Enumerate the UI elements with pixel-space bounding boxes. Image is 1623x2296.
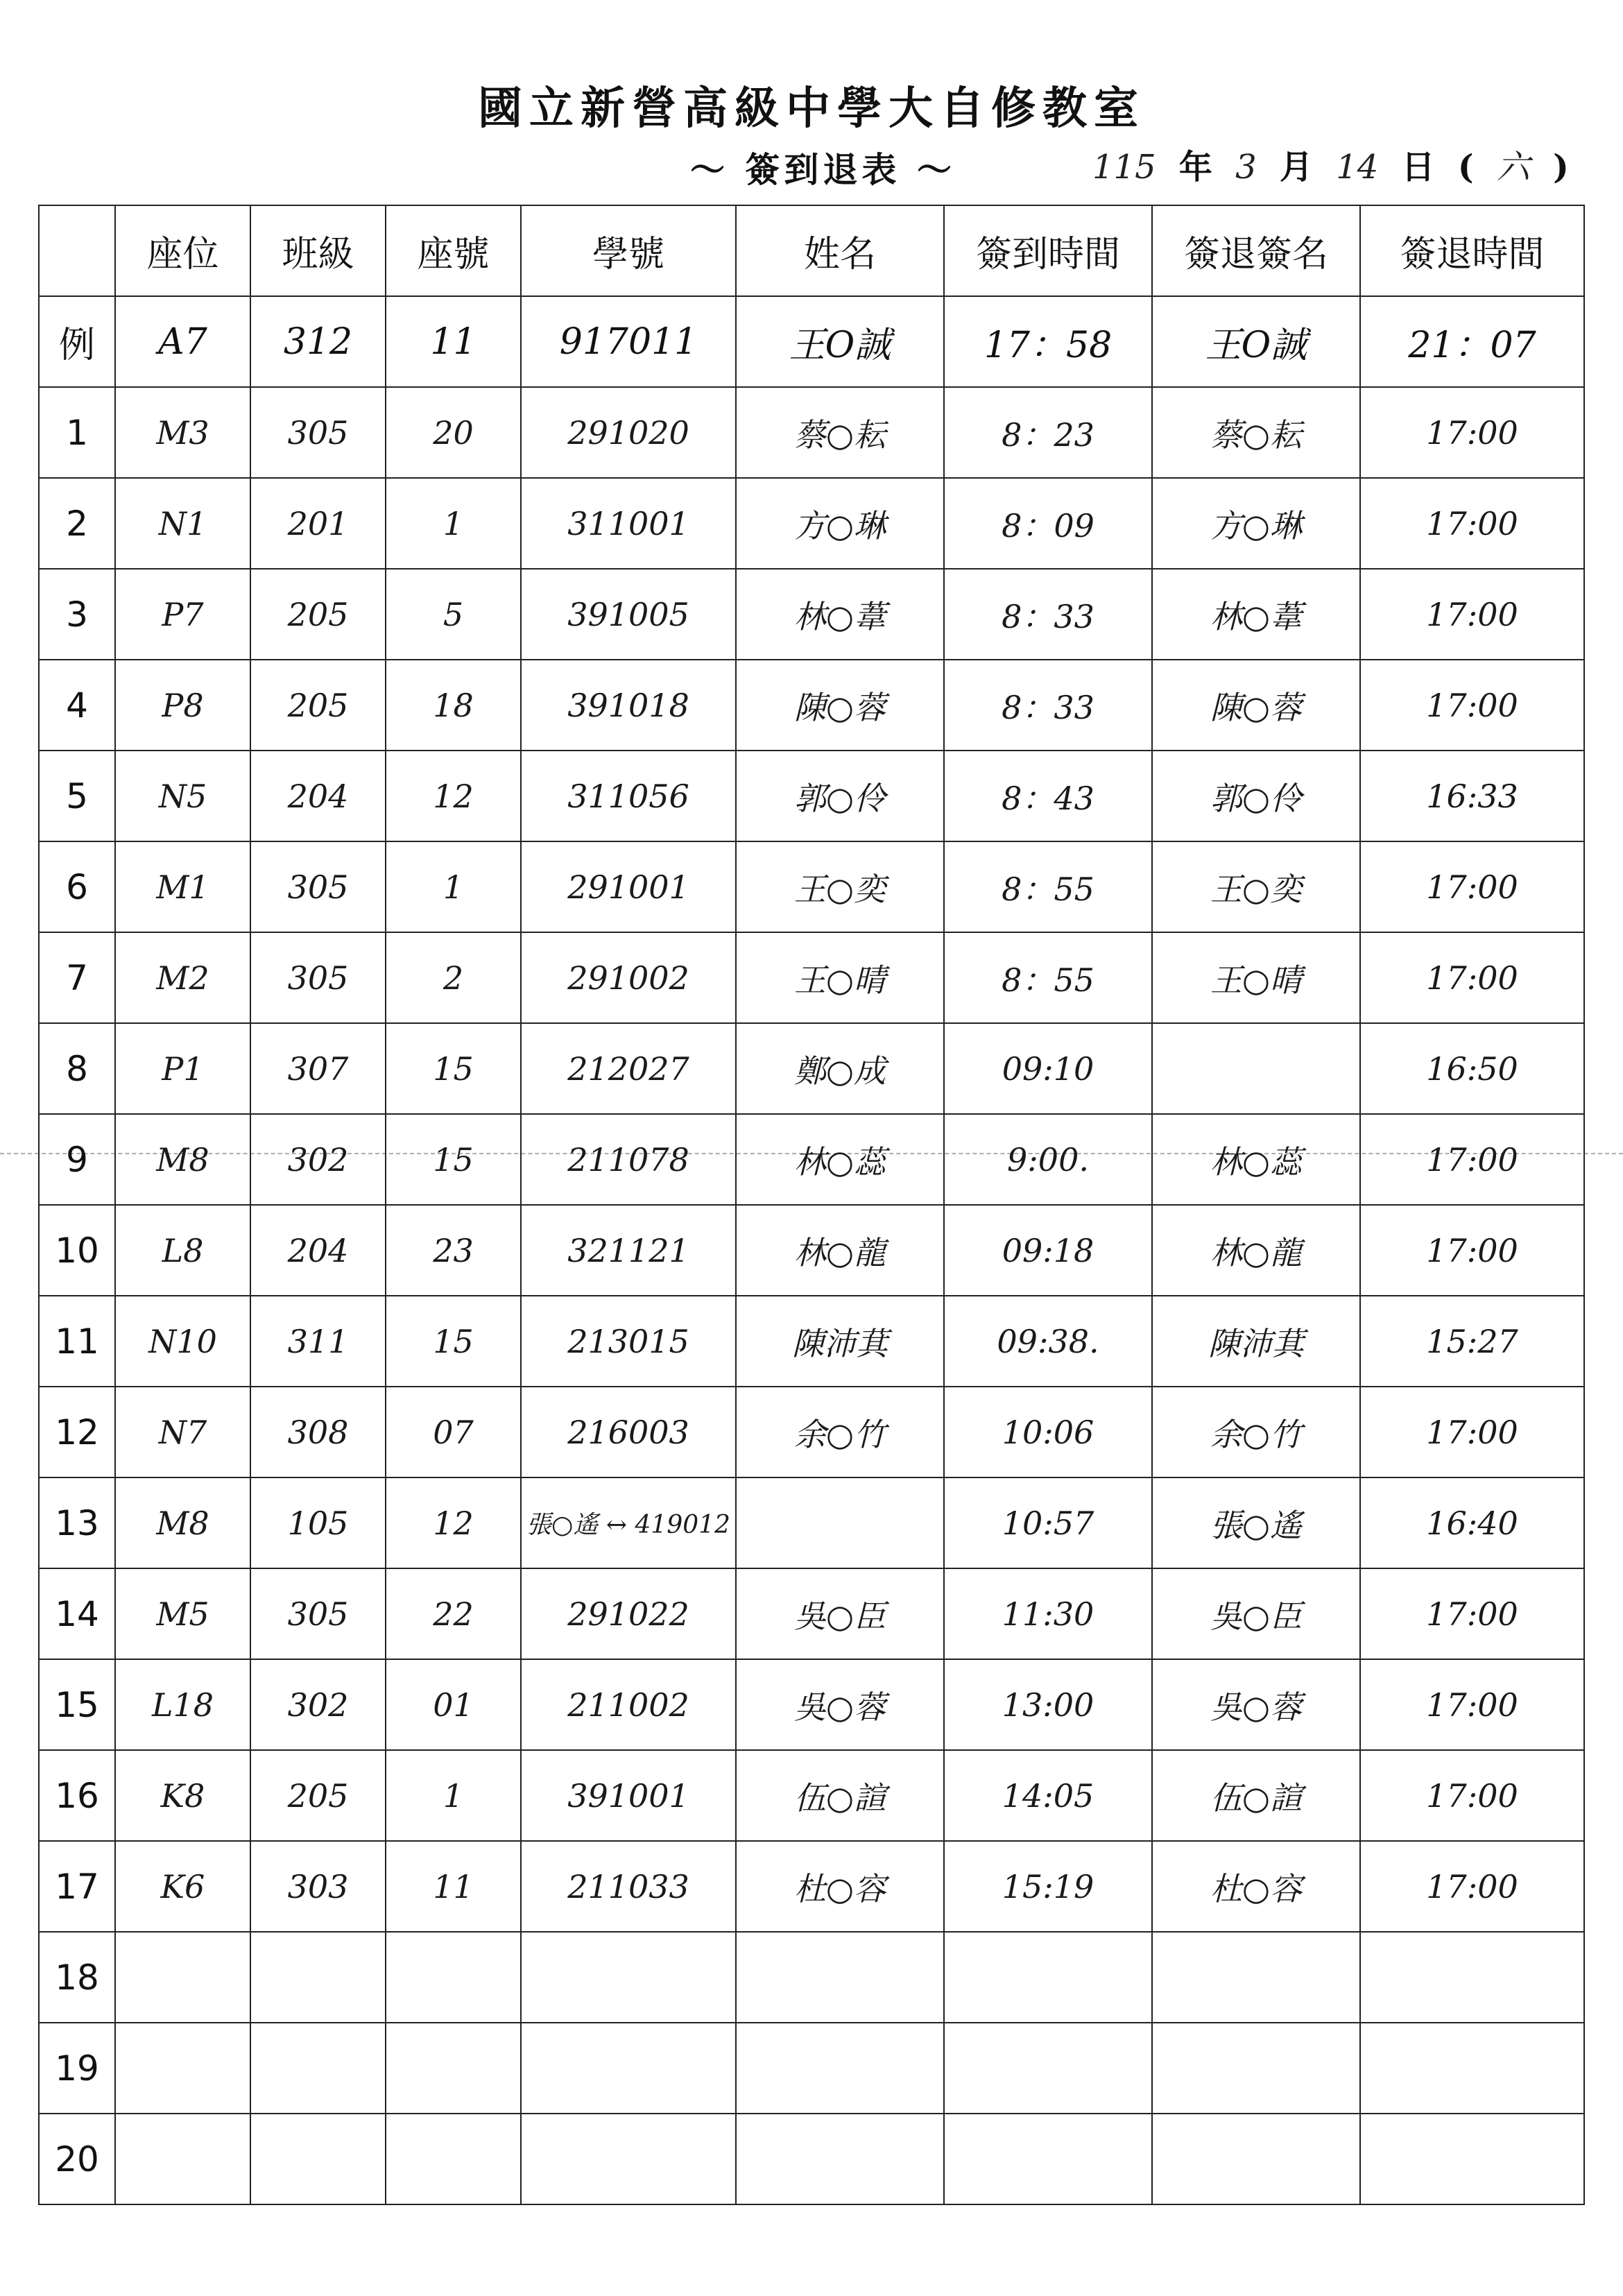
name-cell[interactable]: 方○琳 [736, 478, 944, 569]
class-cell[interactable] [250, 2114, 386, 2204]
sign-in-table [38, 205, 1585, 2205]
col-checkout-signature-header: 簽退簽名 [1152, 205, 1360, 296]
name-cell[interactable]: 林○龍 [736, 1205, 944, 1296]
checkout-signature-cell[interactable]: 林○蕊 [1152, 1114, 1360, 1205]
table-row [39, 387, 1584, 478]
seat-cell[interactable]: P1 [115, 1023, 250, 1114]
name-cell[interactable]: 林○葦 [736, 569, 944, 660]
table-row [39, 1568, 1584, 1659]
seat-cell[interactable]: K8 [115, 1750, 250, 1841]
seat-cell[interactable] [115, 2114, 250, 2204]
table-row [39, 1659, 1584, 1750]
checkout-time-cell[interactable]: 17:00 [1360, 1568, 1584, 1659]
header-row [39, 205, 1584, 296]
checkout-time-cell[interactable]: 17:00 [1360, 1114, 1584, 1205]
checkin-time-cell[interactable]: 8：23 [944, 387, 1152, 478]
class-cell[interactable]: 204 [250, 751, 386, 841]
row-number: 14 [39, 1568, 115, 1659]
checkin-time-cell[interactable]: 11:30 [944, 1568, 1152, 1659]
checkout-time-cell[interactable]: 17:00 [1360, 660, 1584, 751]
example-name-cell: 王O誠 [736, 296, 944, 387]
example-class-cell: 312 [250, 296, 386, 387]
year-unit: 年 [1178, 148, 1212, 187]
table-row [39, 1932, 1584, 2023]
checkin-time-cell[interactable]: 8：43 [944, 751, 1152, 841]
checkout-time-cell[interactable] [1360, 2023, 1584, 2114]
row-number: 2 [39, 478, 115, 569]
seat-cell[interactable]: N1 [115, 478, 250, 569]
row-number: 7 [39, 932, 115, 1023]
form-subtitle: ～ 簽到退表 ～ [690, 149, 956, 190]
checkin-time-cell[interactable] [944, 2114, 1152, 2204]
checkout-signature-cell[interactable]: 杜○容 [1152, 1841, 1360, 1932]
table-row [39, 1387, 1584, 1477]
student-id-cell[interactable] [521, 1932, 736, 2023]
table-row [39, 932, 1584, 1023]
checkout-signature-cell[interactable] [1152, 2114, 1360, 2204]
checkout-signature-cell[interactable]: 王○晴 [1152, 932, 1360, 1023]
name-cell[interactable]: 余○竹 [736, 1387, 944, 1477]
class-cell[interactable]: 305 [250, 387, 386, 478]
seat-number-cell[interactable]: 01 [386, 1659, 521, 1750]
form-title: 國立新營高級中學大自修教室 [478, 83, 1145, 135]
name-cell[interactable] [736, 1932, 944, 2023]
row-number: 16 [39, 1750, 115, 1841]
checkout-signature-cell[interactable]: 伍○諠 [1152, 1750, 1360, 1841]
table-row [39, 1477, 1584, 1568]
checkout-time-cell[interactable]: 16:50 [1360, 1023, 1584, 1114]
seat-cell[interactable]: M5 [115, 1568, 250, 1659]
seat-number-cell[interactable]: 20 [386, 387, 521, 478]
checkout-time-cell[interactable]: 16:40 [1360, 1477, 1584, 1568]
seat-number-cell[interactable]: 15 [386, 1296, 521, 1387]
checkout-time-cell[interactable]: 17:00 [1360, 1841, 1584, 1932]
seat-cell[interactable]: M3 [115, 387, 250, 478]
checkout-signature-cell[interactable]: 陳沛萁 [1152, 1296, 1360, 1387]
student-id-cell[interactable]: 216003 [521, 1387, 736, 1477]
class-cell[interactable]: 205 [250, 1750, 386, 1841]
name-cell[interactable]: 陳沛萁 [736, 1296, 944, 1387]
class-cell[interactable]: 305 [250, 1568, 386, 1659]
col-checkin-time-header: 簽到時間 [944, 205, 1152, 296]
class-cell[interactable]: 307 [250, 1023, 386, 1114]
table-row [39, 841, 1584, 932]
class-cell[interactable]: 302 [250, 1114, 386, 1205]
checkout-time-cell[interactable]: 17:00 [1360, 1659, 1584, 1750]
class-cell[interactable]: 204 [250, 1205, 386, 1296]
table-row [39, 1296, 1584, 1387]
name-cell[interactable]: 吳○蓉 [736, 1659, 944, 1750]
name-cell[interactable]: 吳○臣 [736, 1568, 944, 1659]
checkin-time-cell[interactable] [944, 1932, 1152, 2023]
seat-cell[interactable]: P8 [115, 660, 250, 751]
name-cell[interactable]: 王○奕 [736, 841, 944, 932]
name-cell[interactable]: 陳○蓉 [736, 660, 944, 751]
seat-number-cell[interactable]: 2 [386, 932, 521, 1023]
example-checkout-time-cell: 21：07 [1360, 296, 1584, 387]
checkout-time-cell[interactable]: 16:33 [1360, 751, 1584, 841]
row-number: 1 [39, 387, 115, 478]
checkin-time-cell[interactable]: 09:38. [944, 1296, 1152, 1387]
checkout-time-cell[interactable]: 15:27 [1360, 1296, 1584, 1387]
seat-number-cell[interactable]: 23 [386, 1205, 521, 1296]
row-number: 20 [39, 2114, 115, 2204]
table-row [39, 2114, 1584, 2204]
class-cell[interactable]: 311 [250, 1296, 386, 1387]
checkin-time-cell[interactable]: 8：09 [944, 478, 1152, 569]
student-id-cell[interactable]: 311056 [521, 751, 736, 841]
seat-cell[interactable]: M8 [115, 1114, 250, 1205]
student-id-cell[interactable]: 211002 [521, 1659, 736, 1750]
name-cell[interactable]: 鄭○成 [736, 1023, 944, 1114]
checkin-time-cell[interactable]: 13:00 [944, 1659, 1152, 1750]
checkin-time-cell[interactable]: 8：33 [944, 569, 1152, 660]
checkout-signature-cell[interactable]: 林○葦 [1152, 569, 1360, 660]
row-number: 11 [39, 1296, 115, 1387]
table-row [39, 1841, 1584, 1932]
row-number: 15 [39, 1659, 115, 1750]
checkout-signature-cell[interactable]: 蔡○耘 [1152, 387, 1360, 478]
example-checkin-time-cell: 17：58 [944, 296, 1152, 387]
student-id-cell[interactable]: 291001 [521, 841, 736, 932]
row-number: 10 [39, 1205, 115, 1296]
student-id-cell[interactable]: 391018 [521, 660, 736, 751]
example-student-id-cell: 917011 [521, 296, 736, 387]
example-checkout-signature-cell: 王O誠 [1152, 296, 1360, 387]
seat-cell[interactable]: L18 [115, 1659, 250, 1750]
checkout-signature-cell[interactable]: 吳○蓉 [1152, 1659, 1360, 1750]
checkout-time-cell[interactable]: 17:00 [1360, 1205, 1584, 1296]
col-class-header: 班級 [250, 205, 386, 296]
table-row [39, 660, 1584, 751]
row-number: 8 [39, 1023, 115, 1114]
seat-cell[interactable]: M2 [115, 932, 250, 1023]
checkout-signature-cell[interactable]: 林○龍 [1152, 1205, 1360, 1296]
checkout-time-cell[interactable]: 17:00 [1360, 569, 1584, 660]
seat-number-cell[interactable] [386, 2114, 521, 2204]
row-number: 18 [39, 1932, 115, 2023]
col-number-header: 座號 [386, 205, 521, 296]
class-cell[interactable]: 105 [250, 1477, 386, 1568]
student-id-cell[interactable]: 212027 [521, 1023, 736, 1114]
seat-number-cell[interactable]: 1 [386, 841, 521, 932]
checkout-time-cell[interactable]: 17:00 [1360, 1750, 1584, 1841]
checkout-time-cell[interactable] [1360, 2114, 1584, 2204]
checkin-time-cell[interactable]: 14:05 [944, 1750, 1152, 1841]
checkin-time-cell[interactable]: 09:10 [944, 1023, 1152, 1114]
checkout-signature-cell[interactable]: 陳○蓉 [1152, 660, 1360, 751]
weekday-close: ) [1553, 148, 1569, 187]
student-id-cell[interactable] [521, 2114, 736, 2204]
checkout-time-cell[interactable]: 17:00 [1360, 387, 1584, 478]
example-row [39, 296, 1584, 387]
student-id-cell[interactable]: 213015 [521, 1296, 736, 1387]
student-id-cell[interactable]: 291020 [521, 387, 736, 478]
seat-number-cell[interactable]: 07 [386, 1387, 521, 1477]
checkin-time-cell[interactable]: 8：55 [944, 841, 1152, 932]
seat-cell[interactable] [115, 2023, 250, 2114]
row-number: 17 [39, 1841, 115, 1932]
name-cell[interactable] [736, 2114, 944, 2204]
checkout-time-cell[interactable] [1360, 1932, 1584, 2023]
seat-cell[interactable]: N10 [115, 1296, 250, 1387]
row-number: 6 [39, 841, 115, 932]
checkin-time-cell[interactable]: 15:19 [944, 1841, 1152, 1932]
month-value: 3 [1235, 148, 1257, 187]
seat-cell[interactable]: L8 [115, 1205, 250, 1296]
seat-number-cell[interactable] [386, 1932, 521, 2023]
class-cell[interactable]: 205 [250, 660, 386, 751]
checkout-signature-cell[interactable]: 郭○伶 [1152, 751, 1360, 841]
student-id-cell[interactable]: 211078 [521, 1114, 736, 1205]
student-id-cell[interactable]: 291022 [521, 1568, 736, 1659]
col-index-header [39, 205, 115, 296]
checkout-signature-cell[interactable] [1152, 1023, 1360, 1114]
row-number: 4 [39, 660, 115, 751]
class-cell[interactable]: 205 [250, 569, 386, 660]
name-cell[interactable] [736, 1477, 944, 1568]
table-row [39, 569, 1584, 660]
row-number: 13 [39, 1477, 115, 1568]
student-id-cell[interactable] [521, 2023, 736, 2114]
checkout-signature-cell[interactable] [1152, 1932, 1360, 2023]
seat-number-cell[interactable]: 12 [386, 751, 521, 841]
seat-cell[interactable]: K6 [115, 1841, 250, 1932]
seat-cell[interactable]: M8 [115, 1477, 250, 1568]
col-student-id-header: 學號 [521, 205, 736, 296]
col-checkout-time-header: 簽退時間 [1360, 205, 1584, 296]
student-id-cell[interactable]: 391001 [521, 1750, 736, 1841]
seat-cell[interactable] [115, 1932, 250, 2023]
col-name-header: 姓名 [736, 205, 944, 296]
year-value: 115 [1092, 148, 1156, 187]
student-id-cell[interactable]: 291002 [521, 932, 736, 1023]
table-row [39, 751, 1584, 841]
seat-number-cell[interactable]: 15 [386, 1114, 521, 1205]
class-cell[interactable]: 201 [250, 478, 386, 569]
seat-cell[interactable]: N7 [115, 1387, 250, 1477]
name-cell[interactable]: 王○晴 [736, 932, 944, 1023]
class-cell[interactable]: 302 [250, 1659, 386, 1750]
name-cell[interactable]: 郭○伶 [736, 751, 944, 841]
name-cell[interactable] [736, 2023, 944, 2114]
checkin-time-cell[interactable]: 8：55 [944, 932, 1152, 1023]
seat-number-cell[interactable] [386, 2023, 521, 2114]
seat-cell[interactable]: M1 [115, 841, 250, 932]
student-id-cell[interactable]: 311001 [521, 478, 736, 569]
checkout-time-cell[interactable]: 17:00 [1360, 932, 1584, 1023]
seat-number-cell[interactable]: 12 [386, 1477, 521, 1568]
student-id-cell[interactable]: 張○遙 ↔ 419012 [521, 1477, 736, 1568]
seat-cell[interactable]: N5 [115, 751, 250, 841]
class-cell[interactable]: 305 [250, 841, 386, 932]
table-row [39, 1023, 1584, 1114]
row-number: 5 [39, 751, 115, 841]
name-cell[interactable]: 林○蕊 [736, 1114, 944, 1205]
seat-number-cell[interactable]: 1 [386, 1750, 521, 1841]
checkin-time-cell[interactable] [944, 2023, 1152, 2114]
class-cell[interactable] [250, 1932, 386, 2023]
date-line [1092, 140, 1581, 188]
checkout-signature-cell[interactable]: 方○琳 [1152, 478, 1360, 569]
name-cell[interactable]: 杜○容 [736, 1841, 944, 1932]
class-cell[interactable] [250, 2023, 386, 2114]
day-unit: 日 [1401, 148, 1435, 187]
student-id-cell[interactable]: 321121 [521, 1205, 736, 1296]
seat-cell[interactable]: P7 [115, 569, 250, 660]
checkin-time-cell[interactable]: 10:06 [944, 1387, 1152, 1477]
row-number: 12 [39, 1387, 115, 1477]
example-seat-number-cell: 11 [386, 296, 521, 387]
checkout-signature-cell[interactable] [1152, 2023, 1360, 2114]
checkout-time-cell[interactable]: 17:00 [1360, 1387, 1584, 1477]
row-number: 19 [39, 2023, 115, 2114]
table-row [39, 1205, 1584, 1296]
day-value: 14 [1336, 148, 1379, 187]
class-cell[interactable]: 303 [250, 1841, 386, 1932]
checkout-signature-cell[interactable]: 張○遙 [1152, 1477, 1360, 1568]
name-cell[interactable]: 蔡○耘 [736, 387, 944, 478]
example-seat-cell: A7 [115, 296, 250, 387]
weekday-value: 六 [1496, 148, 1530, 187]
name-cell[interactable]: 伍○諠 [736, 1750, 944, 1841]
seat-number-cell[interactable]: 22 [386, 1568, 521, 1659]
weekday-open: ( [1457, 148, 1474, 187]
col-seat-header: 座位 [115, 205, 250, 296]
checkout-signature-cell[interactable]: 余○竹 [1152, 1387, 1360, 1477]
month-unit: 月 [1279, 148, 1313, 187]
seat-number-cell[interactable]: 1 [386, 478, 521, 569]
row-number: 9 [39, 1114, 115, 1205]
row-number: 3 [39, 569, 115, 660]
checkin-time-cell[interactable]: 09:18 [944, 1205, 1152, 1296]
table-row [39, 1750, 1584, 1841]
checkin-time-cell[interactable]: 8：33 [944, 660, 1152, 751]
table-row [39, 2023, 1584, 2114]
checkout-signature-cell[interactable]: 王○奕 [1152, 841, 1360, 932]
example-label: 例 [39, 296, 115, 387]
checkin-time-cell[interactable]: 9:00. [944, 1114, 1152, 1205]
student-id-cell[interactable]: 391005 [521, 569, 736, 660]
table-row [39, 1114, 1584, 1205]
class-cell[interactable]: 308 [250, 1387, 386, 1477]
seat-number-cell[interactable]: 5 [386, 569, 521, 660]
student-id-cell[interactable]: 211033 [521, 1841, 736, 1932]
checkout-time-cell[interactable]: 17:00 [1360, 841, 1584, 932]
table-row [39, 478, 1584, 569]
seat-number-cell[interactable]: 11 [386, 1841, 521, 1932]
class-cell[interactable]: 305 [250, 932, 386, 1023]
checkout-time-cell[interactable]: 17:00 [1360, 478, 1584, 569]
seat-number-cell[interactable]: 18 [386, 660, 521, 751]
checkin-time-cell[interactable]: 10:57 [944, 1477, 1152, 1568]
checkout-signature-cell[interactable]: 吳○臣 [1152, 1568, 1360, 1659]
seat-number-cell[interactable]: 15 [386, 1023, 521, 1114]
